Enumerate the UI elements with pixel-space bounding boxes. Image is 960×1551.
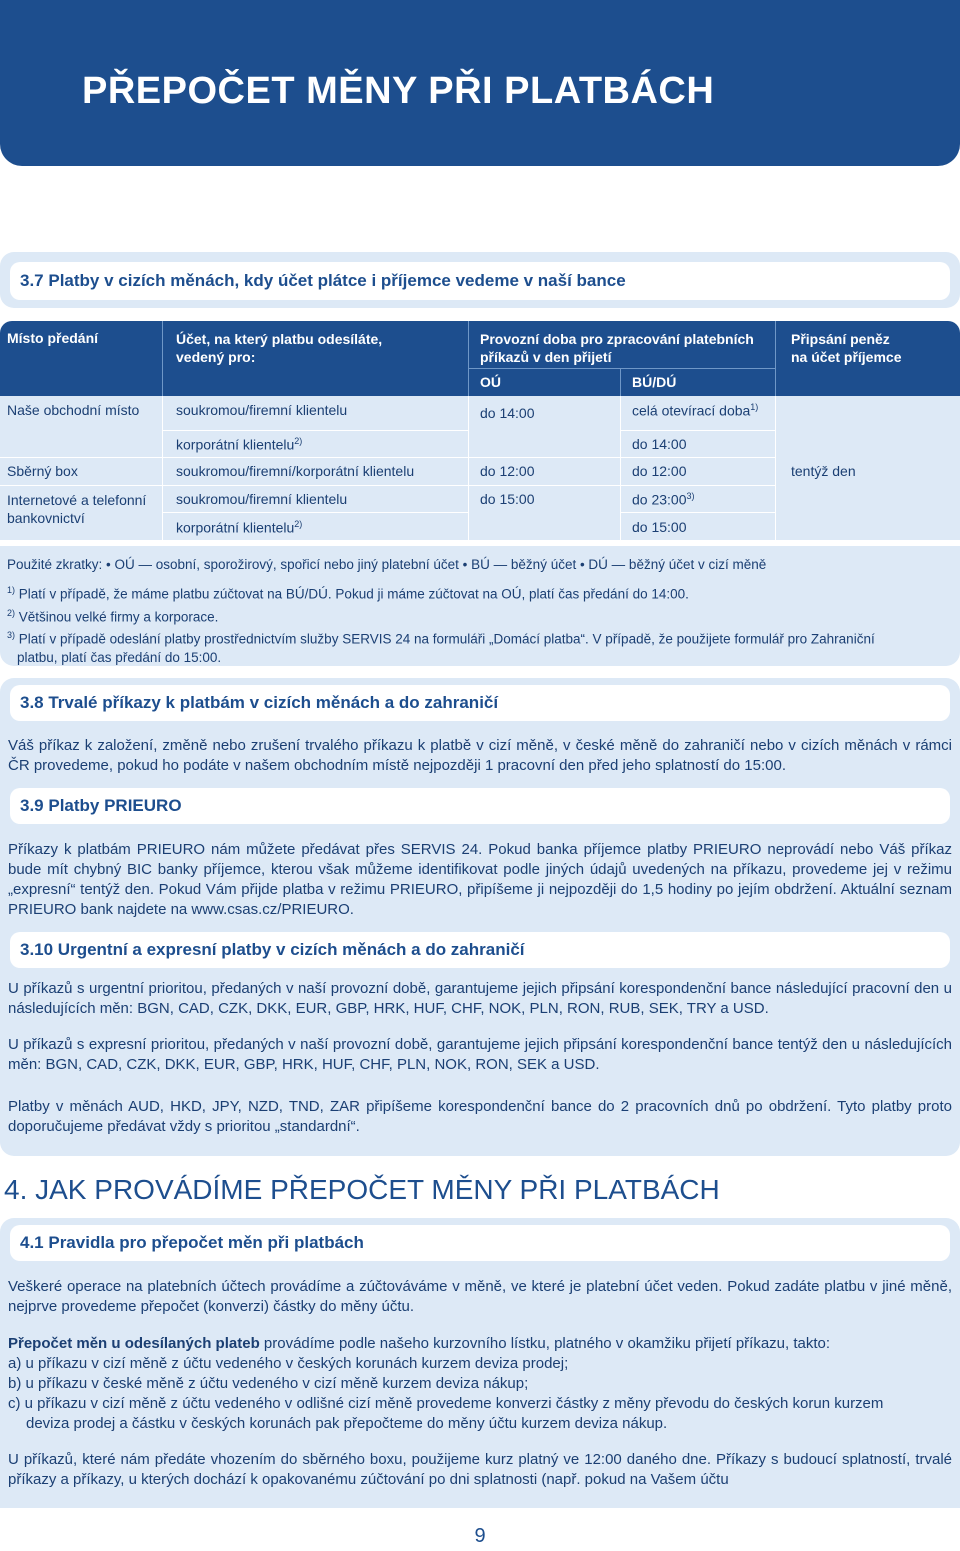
section-3-7-title: 3.7 Platby v cizích měnách, kdy účet plátce i příjemce vedeme v naší bance bbox=[10, 262, 950, 300]
row1-bu bbox=[632, 402, 758, 419]
footnote-mark: 2) bbox=[7, 607, 16, 618]
section-4-1-text-2 bbox=[8, 1334, 952, 1354]
credit-value: tentýž den bbox=[791, 463, 856, 479]
header-banner bbox=[0, 0, 960, 166]
th-account-line2: vedený pro: bbox=[176, 349, 256, 365]
row5-account-text: korporátní klientelu bbox=[176, 519, 295, 536]
row3-bu: do 12:00 bbox=[632, 463, 687, 479]
row1-account: soukromou/firemní klientelu bbox=[176, 402, 348, 418]
section-3-9-text: Příkazy k platbám PRIEURO nám můžete předávat přes SERVIS 24. Pokud banka příjemce platby PRIEURO neprovádí nebo Váš příkaz bude mít chybný BIC banky příjemce, kterou však můžeme identifikovat podle jiných údajů uvedených na příkazu, provedeme jej v režimu „expresní“ tentýž den. Pokud Vám přijde platba v režimu PRIEURO, připíšeme ji nejpozději do 1,5 hodiny po jejím obdržení. Aktuální seznam PRIEURO bank najdete na www.csas.cz/PRIEURO. bbox=[8, 841, 952, 918]
section-3-8-title: 3.8 Trvalé příkazy k platbám v cizích měnách a do zahraničí bbox=[10, 685, 950, 721]
chapter-4-title: 4. JAK PROVÁDÍME PŘEPOČET MĚNY PŘI PLATBÁCH bbox=[4, 1174, 720, 1205]
th-credit-line1: Připsání peněz bbox=[791, 331, 890, 347]
row3-account: soukromou/firemní/korporátní klientelu bbox=[176, 463, 415, 479]
divider bbox=[620, 430, 775, 431]
page-number: 9 bbox=[474, 1525, 486, 1547]
row1-ou: do 14:00 bbox=[480, 405, 535, 421]
row4-bu bbox=[632, 491, 695, 508]
th-place: Místo předání bbox=[7, 330, 99, 346]
lead-rest: provádíme podle našeho kurzovního lístku, platného v okamžiku přijetí příkazu, takto: bbox=[259, 1335, 831, 1352]
divider bbox=[775, 321, 776, 396]
divider bbox=[620, 512, 775, 513]
footnote-text: Většinou velké firmy a korporace. bbox=[18, 609, 219, 624]
footnote-text: platbu, platí čas předání do 15:00. bbox=[17, 649, 222, 665]
footnote-1 bbox=[7, 581, 953, 604]
rule-a: a) u příkazu v cizí měně z účtu vedeného v českých korunách kurzem deviza prodej; bbox=[8, 1355, 569, 1372]
row3-place: Sběrný box bbox=[7, 463, 78, 479]
row2-account-text: korporátní klientelu bbox=[176, 436, 295, 453]
divider bbox=[468, 321, 469, 396]
row4-place-line1: Internetové a telefonní bbox=[7, 492, 147, 508]
row3-ou: do 12:00 bbox=[480, 463, 535, 479]
footnote-3 bbox=[7, 626, 953, 649]
divider bbox=[162, 512, 468, 513]
th-account-line1: Účet, na který platbu odesíláte, bbox=[176, 331, 383, 347]
divider bbox=[620, 396, 621, 540]
row4-place bbox=[7, 491, 146, 527]
rule-c-line2: deviza prodej a částku v českých korunách pak přepočteme do měny účtu kurzem deviza nákup. bbox=[26, 1415, 668, 1432]
th-ou: OÚ bbox=[480, 374, 501, 390]
th-bu: BÚ/DÚ bbox=[632, 374, 677, 390]
row2-bu: do 14:00 bbox=[632, 436, 687, 452]
footnote-ref: 2) bbox=[294, 436, 303, 446]
row4-ou: do 15:00 bbox=[480, 491, 535, 507]
section-3-10-text-1: U příkazů s urgentní prioritou, předaných v naší provozní době, garantujeme jejich připsání korespondenční bance následující pracovní den u následujících měn: BGN, CAD, CZK, DKK, EUR, GBP, HRK, HUF, CHF, NOK, PLN, RON, RUB, SEK, TRY a USD. bbox=[8, 980, 952, 1017]
divider bbox=[468, 368, 775, 369]
section-4-1-text-1: Veškeré operace na platebních účtech provádíme a zúčtováváme v měně, ve které je platební účet veden. Pokud zadáte platbu v jiné měně, nejprve provedeme přepočet (konverzi) částky do měny účtu. bbox=[8, 1278, 952, 1315]
footnotes bbox=[7, 581, 953, 667]
abbreviations: Použité zkratky: • OÚ — osobní, sporožirový, spořicí nebo jiný platební účet • BÚ — běžný účet • DÚ — běžný účet v cizí měně bbox=[7, 557, 767, 572]
th-credit bbox=[791, 330, 902, 366]
divider bbox=[775, 396, 776, 540]
row4-account: soukromou/firemní klientelu bbox=[176, 491, 348, 507]
th-hours-line2: příkazů v den přijetí bbox=[480, 349, 612, 365]
section-3-10-title: 3.10 Urgentní a expresní platby v cizích měnách a do zahraničí bbox=[10, 932, 950, 968]
divider bbox=[162, 430, 468, 431]
footnote-mark: 1) bbox=[7, 585, 16, 595]
section-3-10-text-2: U příkazů s expresní prioritou, předaných v naší provozní době, garantujeme jejich připsání korespondenční bance tentýž den u následujících měn: BGN, CAD, CZK, DKK, EUR, GBP, HRK, HUF, CHF, PLN, NOK, RON, SEK a USD. bbox=[8, 1036, 952, 1073]
section-3-9-title: 3.9 Platby PRIEURO bbox=[10, 788, 950, 824]
section-4-1-text-3: U příkazů, které nám předáte vhozením do sběrného boxu, použijeme kurz platný ve 12:00 daného dne. Příkazy s budoucí splatností, trvalé příkazy a příkazy, u kterých dochází k opakovanému zúčtování po dni splatnosti (např. pokud na Vašem účtu bbox=[8, 1451, 952, 1488]
row1-bu-text: celá otevírací doba bbox=[632, 402, 751, 419]
bold-lead: Přepočet měn u odesílaných plateb bbox=[8, 1335, 260, 1352]
th-credit-line2: na účet příjemce bbox=[791, 349, 902, 365]
footnote-mark: 3) bbox=[7, 630, 16, 640]
th-hours-line1: Provozní doba pro zpracování platebních bbox=[480, 331, 754, 347]
row1-place: Naše obchodní místo bbox=[7, 402, 140, 418]
section-4-1-title: 4.1 Pravidla pro přepočet měn při platbách bbox=[10, 1225, 950, 1261]
footnote-2 bbox=[7, 604, 953, 627]
row5-bu: do 15:00 bbox=[632, 519, 687, 535]
divider bbox=[468, 396, 469, 540]
divider bbox=[162, 396, 163, 540]
divider bbox=[0, 457, 775, 458]
footnote-ref: 3) bbox=[686, 491, 695, 501]
divider bbox=[0, 485, 775, 486]
section-3-10-text-3: Platby v měnách AUD, HKD, JPY, NZD, TND, ZAR připíšeme korespondenční bance do 2 pracovních dnů po obdržení. Tyto platby proto doporučujeme předávat vždy s prioritou „standardní“. bbox=[8, 1098, 952, 1135]
section-3-8-text: Váš příkaz k založení, změně nebo zrušení trvalého příkazu k platbě v cizí měně, v české měně do zahraničí nebo v cizích měnách v rámci ČR provedeme, pokud ho podáte v našem obchodním místě nejpozději 1 pracovní den před jeho splatností do 15:00. bbox=[8, 737, 952, 774]
rule-c-line1: c) u příkazu v cizí měně z účtu vedeného v odlišné cizí měně provedeme konverzi částky z měny převodu do českých korun kurzem bbox=[8, 1395, 884, 1412]
row4-place-line2: bankovnictví bbox=[7, 510, 85, 526]
footnote-ref: 1) bbox=[750, 402, 759, 412]
footnote-text: Platí v případě odeslání platby prostřednictvím služby SERVIS 24 na formuláři „Domácí platba“. V případě, že použijete formulář pro Zahraniční bbox=[18, 631, 875, 647]
row2-account bbox=[176, 436, 302, 453]
row4-bu-text: do 23:00 bbox=[632, 491, 687, 508]
th-hours bbox=[480, 330, 754, 366]
footnote-ref: 2) bbox=[294, 519, 303, 529]
divider bbox=[162, 321, 163, 396]
footnote-3-cont bbox=[7, 649, 953, 667]
rule-b: b) u příkazu v české měně z účtu vedeného v cizí měně kurzem deviza nákup; bbox=[8, 1375, 529, 1392]
divider bbox=[620, 368, 621, 396]
footnote-text: Platí v případě, že máme platbu zúčtovat na BÚ/DÚ. Pokud ji máme zúčtovat na OÚ, platí čas předání do 14:00. bbox=[18, 586, 689, 602]
th-account bbox=[176, 330, 382, 366]
page-title: PŘEPOČET MĚNY PŘI PLATBÁCH bbox=[82, 70, 715, 112]
row5-account bbox=[176, 519, 302, 536]
